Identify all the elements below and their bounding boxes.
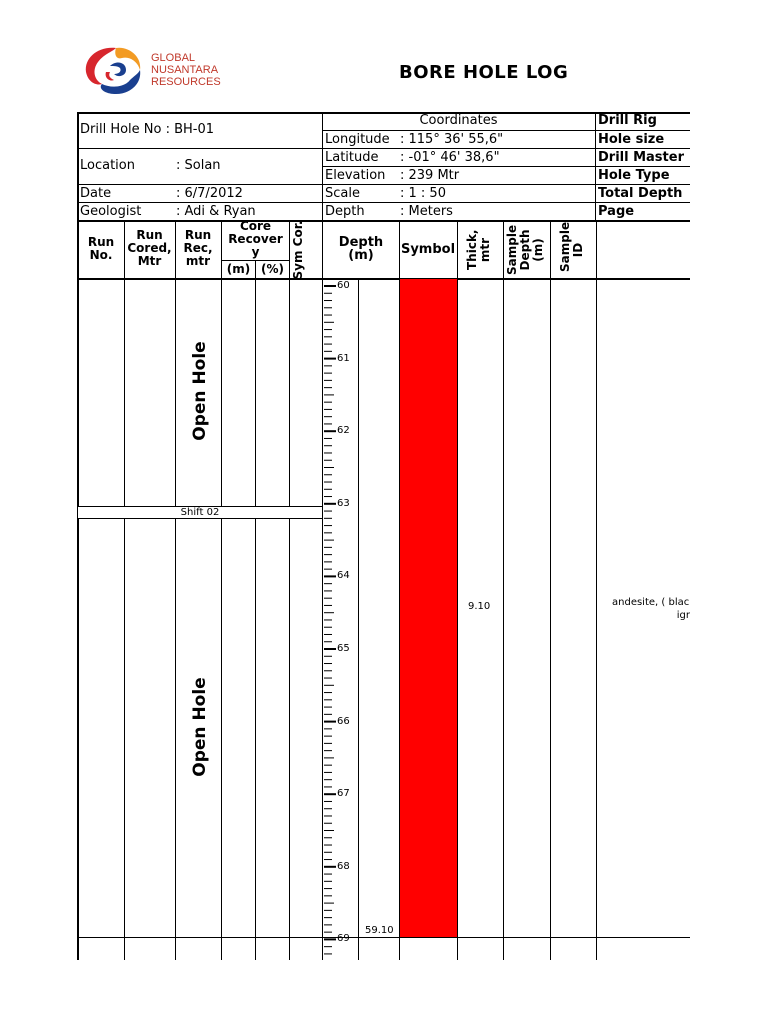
depth-unit-label: Depth bbox=[325, 204, 365, 219]
col-line-run-rec bbox=[221, 222, 222, 960]
depth-unit-value: : Meters bbox=[400, 204, 453, 219]
col-header-run-no-text: Run No. bbox=[87, 235, 115, 262]
description-line-1: andesite, ( blac bbox=[612, 597, 690, 608]
hole-size-label: Hole size bbox=[598, 132, 665, 147]
info-row-line bbox=[322, 202, 595, 203]
depth-ruler bbox=[322, 278, 359, 960]
col-line-sample-id bbox=[596, 222, 597, 960]
elevation-value: : 239 Mtr bbox=[400, 168, 460, 183]
page-label: Page bbox=[598, 204, 635, 219]
col-line-symbol bbox=[457, 222, 458, 960]
depth-tick-label: 61 bbox=[337, 352, 350, 364]
drill-master-label: Drill Master bbox=[598, 150, 684, 165]
latitude-label: Latitude bbox=[325, 150, 379, 165]
longitude-value: : 115° 36' 55,6" bbox=[400, 132, 504, 147]
scale-value: : 1 : 50 bbox=[400, 186, 446, 201]
col-header-symbol: Symbol bbox=[400, 242, 456, 257]
col-header-sym-cor: Sym Cor. bbox=[291, 220, 305, 280]
col-line-core-pct bbox=[289, 222, 290, 960]
open-hole-label-upper: Open Hole bbox=[190, 341, 210, 441]
hole-type-label: Hole Type bbox=[598, 168, 670, 183]
total-depth-label: Total Depth bbox=[598, 186, 683, 201]
col-header-core-m: (m) bbox=[226, 262, 251, 276]
col-header-core-pct: (%) bbox=[261, 262, 284, 276]
col-header-run-rec: Run Rec, mtr bbox=[183, 228, 213, 268]
column-header-bottom bbox=[78, 278, 690, 280]
geologist-value: : Adi & Ryan bbox=[176, 204, 256, 219]
company-logo bbox=[80, 42, 150, 98]
drill-hole-no: Drill Hole No : BH-01 bbox=[80, 122, 215, 137]
depth-tick-label: 68 bbox=[337, 860, 350, 872]
date-label: Date bbox=[80, 186, 112, 201]
depth-tick-label: 60 bbox=[337, 280, 350, 291]
depth-tick-label: 69 bbox=[337, 933, 350, 945]
col-header-sample-depth: Sample Depth (m) bbox=[505, 224, 545, 275]
depth-tick-label: 67 bbox=[337, 788, 350, 800]
col-header-core-recovery: Core Recover y bbox=[228, 220, 283, 259]
col-line-run-no bbox=[124, 222, 125, 960]
info-divider-2 bbox=[595, 112, 596, 222]
bottom-depth-value: 59.10 bbox=[365, 925, 394, 936]
col-header-sample-id: Sample ID bbox=[558, 221, 585, 272]
depth-tick-label: 66 bbox=[337, 715, 350, 727]
lithology-symbol-fill bbox=[400, 279, 457, 937]
company-name-line1: GLOBAL bbox=[151, 52, 196, 64]
lithology-description bbox=[612, 596, 690, 622]
open-hole-label-lower: Open Hole bbox=[190, 677, 210, 777]
geologist-label: Geologist bbox=[80, 204, 142, 219]
col-line-core-m bbox=[255, 260, 256, 960]
info-row-line bbox=[595, 184, 690, 185]
info-row-line bbox=[322, 184, 595, 185]
col-line-thick bbox=[503, 222, 504, 960]
company-name-line2: NUSANTARA bbox=[151, 64, 219, 76]
elevation-label: Elevation bbox=[325, 168, 386, 183]
info-row-line bbox=[595, 202, 690, 203]
scale-label: Scale bbox=[325, 186, 360, 201]
latitude-value: : -01° 46' 38,6" bbox=[400, 150, 500, 165]
longitude-label: Longitude bbox=[325, 132, 390, 147]
company-name-line3: RESOURCES bbox=[151, 76, 221, 88]
col-header-depth: Depth (m) bbox=[338, 235, 384, 263]
col-header-run-no bbox=[78, 236, 124, 262]
thickness-value: 9.10 bbox=[468, 601, 491, 612]
depth-tick-label: 65 bbox=[337, 643, 350, 654]
depth-tick-label: 64 bbox=[337, 570, 350, 582]
col-header-run-cored: Run Cored, Mtr bbox=[127, 228, 172, 268]
info-row-line bbox=[322, 130, 595, 131]
depth-tick-label: 63 bbox=[337, 497, 350, 509]
col-line-sample-depth bbox=[550, 222, 551, 960]
description-line-2: igr bbox=[676, 610, 690, 621]
depth-tick-label: 62 bbox=[337, 425, 350, 437]
info-row-line bbox=[78, 202, 322, 203]
location-value: : Solan bbox=[176, 158, 221, 173]
info-bottom-border bbox=[78, 220, 690, 222]
coordinates-heading: Coordinates bbox=[419, 113, 498, 128]
info-row-line bbox=[595, 166, 690, 167]
shift-label: Shift 02 bbox=[180, 507, 220, 518]
location-label: Location bbox=[80, 158, 135, 173]
depth-ruler-ticks bbox=[324, 286, 336, 954]
col-line-run-cored bbox=[175, 222, 176, 960]
company-name bbox=[151, 52, 221, 88]
date-value: : 6/7/2012 bbox=[176, 186, 243, 201]
col-header-thick: Thick, mtr bbox=[465, 229, 492, 270]
info-row-line bbox=[595, 148, 690, 149]
drill-rig-label: Drill Rig bbox=[598, 113, 657, 128]
info-row-line bbox=[78, 148, 322, 149]
info-row-line bbox=[322, 148, 595, 149]
unit-bottom-line bbox=[78, 937, 690, 938]
page-title: BORE HOLE LOG bbox=[399, 62, 569, 83]
info-row-line bbox=[78, 184, 322, 185]
info-row-line bbox=[322, 166, 595, 167]
info-row-line bbox=[595, 130, 690, 131]
core-recovery-subline bbox=[222, 260, 289, 261]
